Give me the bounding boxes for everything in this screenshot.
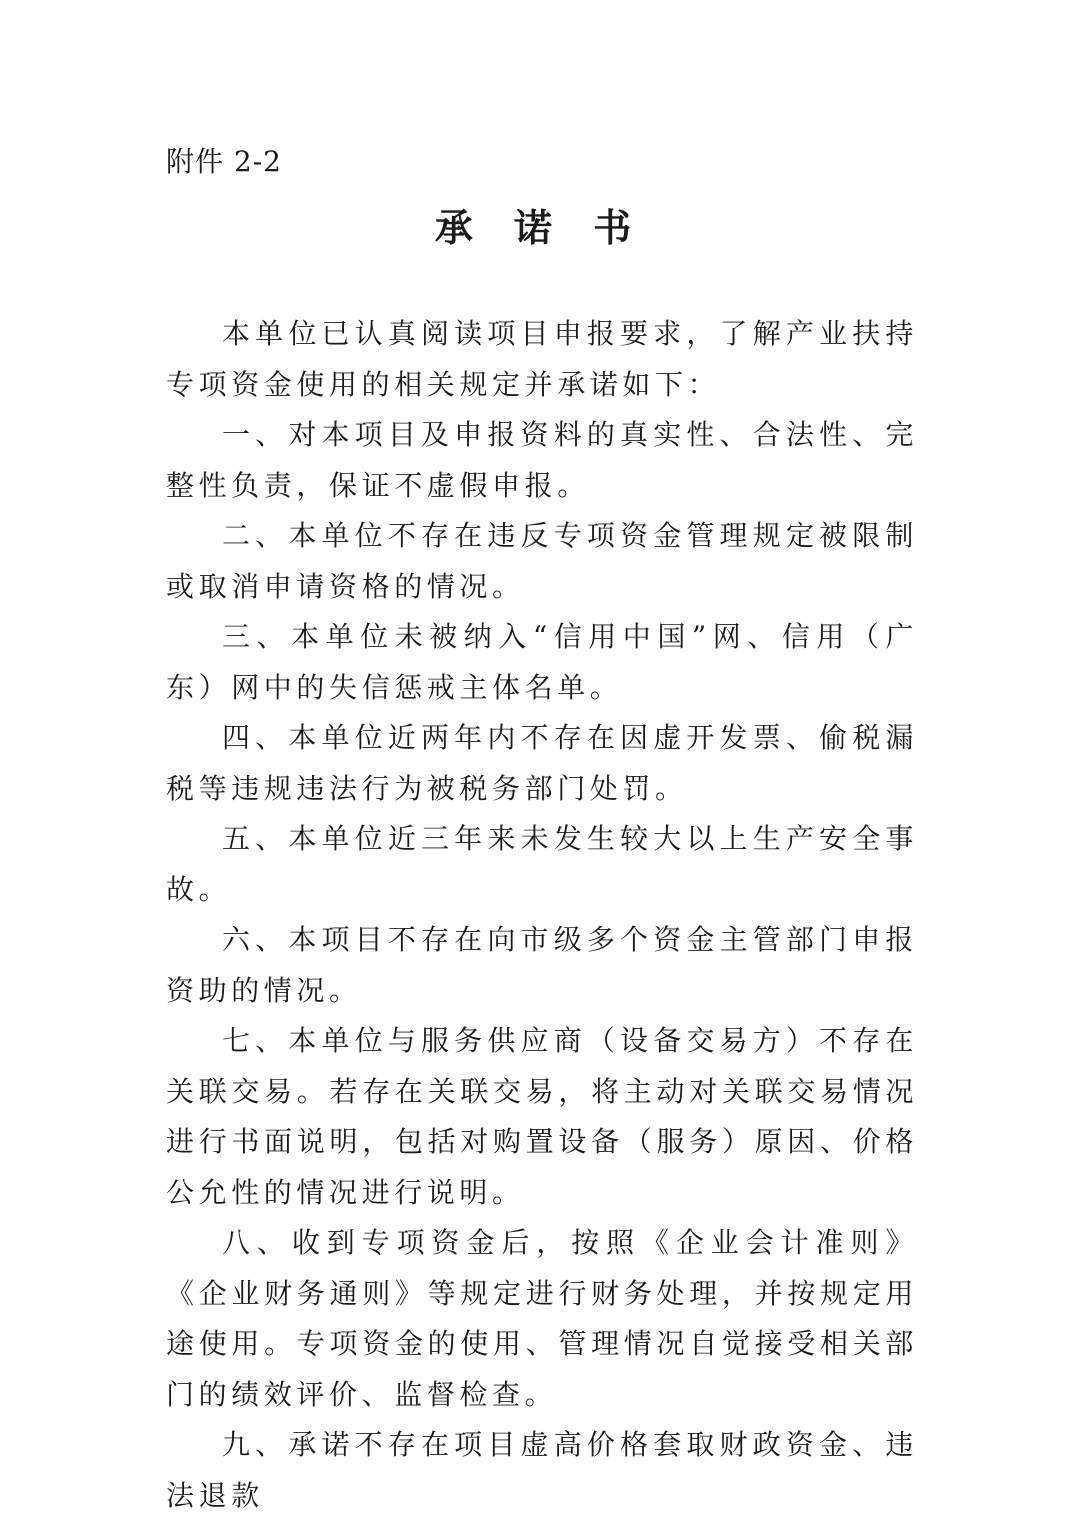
commitment-item-7: 七、本单位与服务供应商（设备交易方）不存在关联交易。若存在关联交易，将主动对关联交易情况进行书面说明，包括对购置设备（服务）原因、价格公允性的情况进行说明。 bbox=[166, 1024, 918, 1209]
intro-paragraph: 本单位已认真阅读项目申报要求，了解产业扶持专项资金使用的相关规定并承诺如下： bbox=[166, 317, 918, 401]
commitment-item-8: 八、收到专项资金后，按照《企业会计准则》《企业财务通则》等规定进行财务处理，并按规定用途使用。专项资金的使用、管理情况自觉接受相关部门的绩效评价、监督检查。 bbox=[166, 1226, 918, 1411]
document-title: 承 诺 书 bbox=[434, 206, 646, 250]
commitment-item-3: 三、本单位未被纳入“信用中国”网、信用（广东）网中的失信惩戒主体名单。 bbox=[166, 620, 918, 704]
commitment-item-5: 五、本单位近三年来未发生较大以上生产安全事故。 bbox=[166, 822, 918, 906]
commitment-item-2: 二、本单位不存在违反专项资金管理规定被限制或取消申请资格的情况。 bbox=[166, 519, 918, 603]
attachment-label: 附件 2-2 bbox=[166, 145, 282, 178]
commitment-body bbox=[166, 309, 918, 1521]
commitment-item-1: 一、对本项目及申报资料的真实性、合法性、完整性负责，保证不虚假申报。 bbox=[166, 418, 918, 502]
commitment-item-6: 六、本项目不存在向市级多个资金主管部门申报资助的情况。 bbox=[166, 923, 918, 1007]
commitment-item-4: 四、本单位近两年内不存在因虚开发票、偷税漏税等违规违法行为被税务部门处罚。 bbox=[166, 721, 918, 805]
commitment-item-9: 九、承诺不存在项目虚高价格套取财政资金、违法退款 bbox=[166, 1428, 918, 1512]
